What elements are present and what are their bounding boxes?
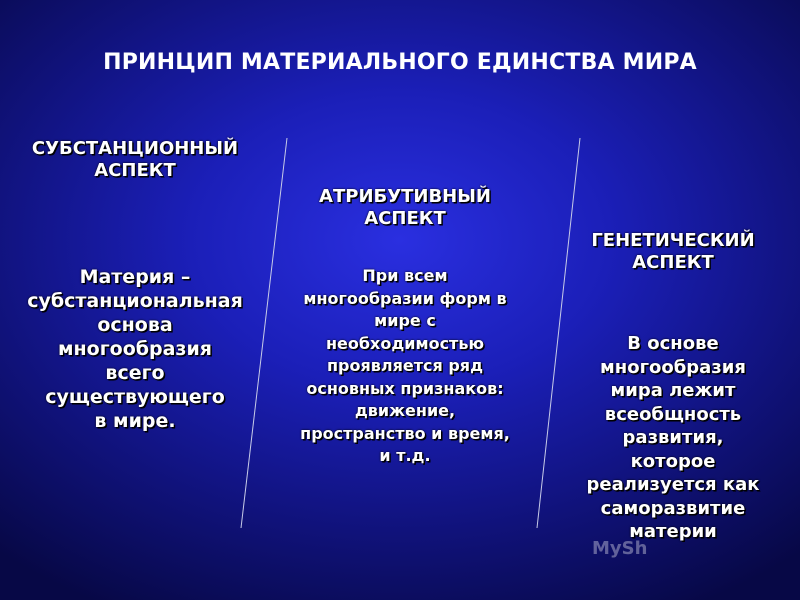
text-line: развития,: [622, 427, 724, 448]
heading-line: ГЕНЕТИЧЕСКИЙ: [591, 230, 755, 251]
text-line: всего: [105, 362, 165, 384]
heading-line: АСПЕКТ: [94, 160, 176, 181]
substantial-aspect-heading: [10, 138, 260, 182]
attributive-aspect-text: [280, 265, 530, 468]
text-line: необходимостью: [325, 333, 484, 353]
text-line: основа: [97, 314, 173, 336]
text-line: реализуется как: [586, 474, 760, 495]
text-line: движение,: [354, 401, 456, 420]
substantial-aspect-text: [10, 265, 260, 433]
text-line: многообразии форм в: [303, 288, 507, 308]
text-line: и т.д.: [379, 446, 431, 465]
text-line: материи: [629, 521, 717, 542]
genetic-aspect-heading: [548, 230, 798, 274]
heading-line: СУБСТАНЦИОННЫЙ: [31, 138, 239, 159]
text-line: субстанциональная: [27, 290, 243, 312]
text-line: многообразия: [58, 338, 212, 360]
text-line: в мире.: [94, 410, 176, 432]
text-line: саморазвитие: [600, 497, 746, 519]
watermark: МySh: [592, 538, 648, 559]
genetic-aspect-text: [548, 332, 798, 544]
text-line: всеобщность: [604, 403, 742, 425]
text-line: пространство и время,: [300, 423, 510, 443]
heading-line: АСПЕКТ: [632, 252, 714, 273]
heading-line: АТРИБУТИВНЫЙ: [319, 186, 491, 207]
text-line: проявляется ряд: [327, 356, 483, 375]
text-line: При всем: [362, 266, 448, 285]
text-line: существующего: [45, 386, 225, 408]
slide-title: ПРИНЦИП МАТЕРИАЛЬНОГО ЕДИНСТВА МИРА: [103, 50, 697, 75]
heading-line: АСПЕКТ: [364, 208, 446, 229]
text-line: Материя –: [79, 266, 191, 288]
attributive-aspect-heading: [280, 186, 530, 230]
text-line: мира лежит: [610, 380, 736, 401]
text-line: которое: [630, 450, 716, 472]
text-line: многообразия: [600, 356, 746, 378]
text-line: мире с: [374, 311, 436, 330]
text-line: основных признаков:: [306, 378, 504, 398]
text-line: В основе: [627, 333, 719, 354]
